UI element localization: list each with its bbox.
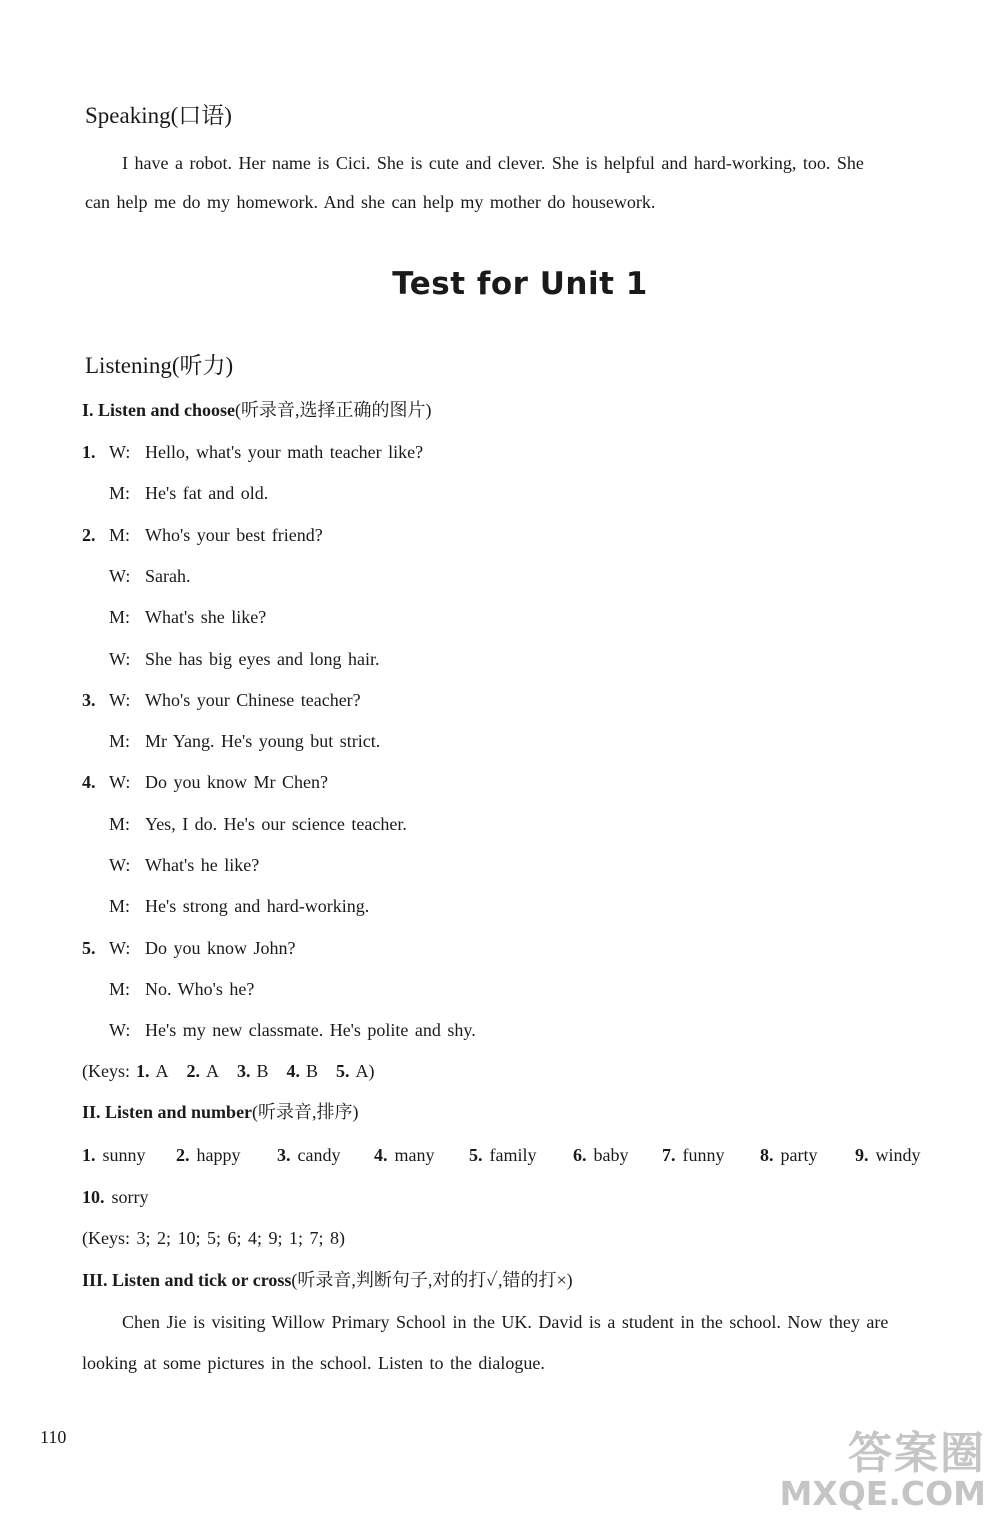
part2-title-rest: (听录音,排序) [252,1102,359,1122]
speaking-heading: Speaking(口语) [85,103,232,128]
word-item [176,1144,241,1166]
word-text: sorry [111,1187,149,1207]
dialogue-text: He's strong and hard-working. [145,896,370,917]
part3-title-rest: (听录音,判断句子,对的打✓,错的打×) [291,1270,573,1290]
speaker-label: M: [109,978,131,999]
speaker-label: M: [109,896,131,917]
word-number: 3. [277,1145,291,1165]
word-item [662,1144,725,1166]
part1-keys [82,1060,375,1082]
key-number: 3. [237,1061,251,1081]
word-number: 7. [662,1145,676,1165]
dialogue-text: Yes, I do. He's our science teacher. [145,813,407,834]
speaker-label: M: [109,813,131,834]
dialogue-text: What's she like? [145,607,267,628]
dialogue-text: What's he like? [145,855,260,875]
part3-line-2: looking at some pictures in the school. Listen to the dialogue. [82,1353,545,1373]
speaker-label: W: [109,1020,131,1041]
word-text: family [489,1145,537,1165]
key-number: 5. [336,1061,350,1081]
word-number: 6. [573,1145,587,1165]
dialogue-text: He's fat and old. [145,483,269,504]
word-text: funny [682,1145,725,1165]
watermark-line-2: MXQE.COM [779,1474,986,1514]
word-item [760,1144,817,1166]
speaker-label: W: [109,937,131,958]
question-number: 4. [82,772,96,793]
question-number: 3. [82,689,96,710]
word-text: candy [297,1145,341,1165]
question-number: 5. [82,937,96,958]
watermark-line-1: 答案圈 [848,1428,986,1480]
word-item [277,1144,340,1166]
speaker-label: W: [109,648,131,669]
keys-label: (Keys: [82,1061,130,1081]
word-number: 4. [374,1145,388,1165]
word-item [855,1144,921,1166]
word-item [82,1186,149,1208]
question-number: 2. [82,524,96,545]
part3-title-bold: III. Listen and tick or cross [82,1270,292,1290]
dialogue-text: Do you know Mr Chen? [145,772,328,793]
dialogue-text: No. Who's he? [145,978,255,999]
speaking-line-1: I have a robot. Her name is Cici. She is cute and clever. She is helpful and hard-working, too. She [122,153,864,173]
key-answer: B [306,1061,319,1081]
word-text: baby [593,1145,629,1165]
key-number: 2. [186,1061,200,1081]
speaker-label: W: [109,442,131,462]
word-number: 5. [469,1145,483,1165]
speaker-label: W: [109,689,131,710]
key-answer: A [206,1061,219,1081]
key-number: 4. [286,1061,301,1081]
word-text: sunny [102,1145,146,1165]
speaker-label: M: [109,524,131,545]
dialogue-text: Mr Yang. He's young but strict. [145,731,381,752]
part1-title-bold: I. Listen and choose [82,400,236,420]
dialogue-text: Do you know John? [145,937,296,958]
dialogue-text: Sarah. [145,565,191,586]
part2-title [82,1101,359,1123]
word-text: windy [875,1145,921,1165]
word-item [573,1144,629,1166]
speaker-label: W: [109,855,131,875]
word-text: many [394,1145,435,1165]
speaker-label: W: [109,772,131,793]
part3-line-1: Chen Jie is visiting Willow Primary School in the UK. David is a student in the school. Now they are [122,1312,889,1332]
word-item [374,1144,435,1166]
speaking-line-2: can help me do my homework. And she can help my mother do housework. [85,192,656,212]
part1-title [82,399,432,421]
page-number: 110 [40,1427,67,1447]
word-text: party [780,1145,818,1165]
word-number: 2. [176,1145,190,1165]
part3-title [82,1269,573,1291]
word-number: 9. [855,1145,869,1165]
word-item [469,1144,537,1166]
word-number: 1. [82,1145,96,1165]
watermark-logo [779,1428,986,1514]
word-item [82,1144,146,1166]
part1-title-rest: (听录音,选择正确的图片) [235,400,432,420]
test-title: Test for Unit 1 [392,266,648,302]
dialogue-text: Who's your Chinese teacher? [145,689,361,710]
key-answer: A [155,1061,169,1081]
listening-heading: Listening(听力) [85,353,234,378]
dialogue-text: Who's your best friend? [145,524,323,545]
part2-keys: (Keys: 3; 2; 10; 5; 6; 4; 9; 1; 7; 8) [82,1228,345,1248]
part2-title-bold: II. Listen and number [82,1102,253,1122]
key-number: 1. [136,1061,150,1081]
key-answer: B [256,1061,269,1081]
key-answer: A) [355,1061,375,1081]
word-number: 10. [82,1187,105,1207]
word-number: 8. [760,1145,774,1165]
question-number: 1. [82,442,96,462]
dialogue-text: She has big eyes and long hair. [145,648,380,669]
dialogue-text: He's my new classmate. He's polite and shy. [145,1020,476,1041]
speaker-label: M: [109,731,131,752]
word-text: happy [196,1145,241,1165]
dialogue-text: Hello, what's your math teacher like? [145,442,424,462]
speaker-label: M: [109,607,131,628]
speaker-label: W: [109,565,131,586]
speaker-label: M: [109,483,131,504]
